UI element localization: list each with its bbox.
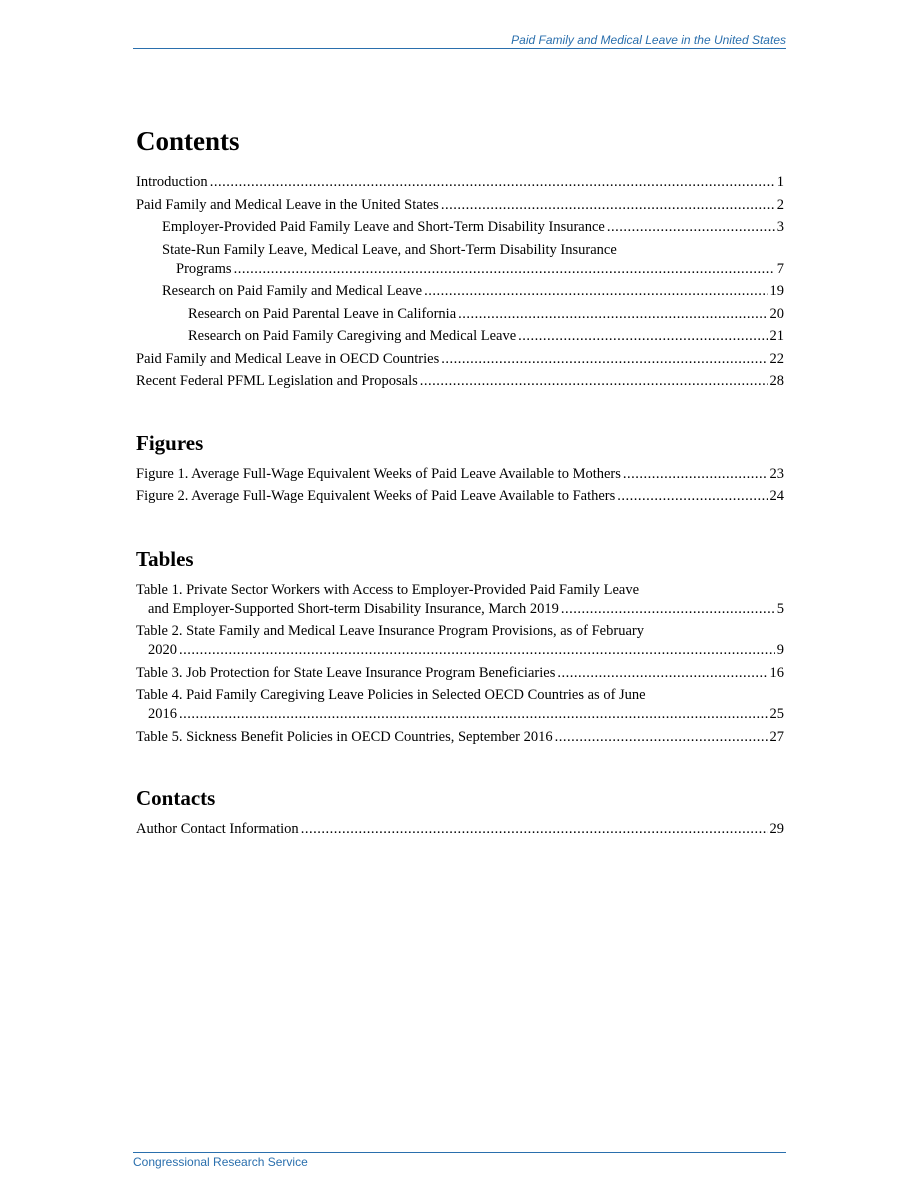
figure-entry-1[interactable]	[136, 465, 784, 484]
toc-entry-page: 7	[776, 260, 784, 277]
table-entry-page: 25	[769, 706, 784, 722]
table-entry-page: 16	[769, 664, 784, 681]
contents-list	[136, 173, 784, 391]
dot-leader	[623, 465, 768, 484]
contact-entry-page: 29	[769, 821, 784, 837]
contact-entry-label: Author Contact Information	[136, 821, 299, 837]
dot-leader	[555, 728, 768, 747]
dot-leader	[424, 282, 767, 301]
dot-leader	[420, 372, 768, 391]
toc-entry-state-run[interactable]	[136, 241, 784, 279]
table-entry-label: Table 4. Paid Family Caregiving Leave Policies in Selected OECD Countries as of June	[136, 687, 646, 703]
toc-entry-page: 1	[776, 174, 784, 190]
toc-entry-employer-provided[interactable]	[136, 218, 784, 237]
toc-entry-label: Introduction	[136, 174, 208, 190]
table-entry-1[interactable]	[136, 581, 784, 619]
figure-entry-2[interactable]	[136, 487, 784, 506]
toc-entry-research-caregiving[interactable]	[136, 327, 784, 346]
toc-entry-research[interactable]	[136, 282, 784, 301]
table-entry-label-cont: and Employer-Supported Short-term Disability Insurance, March 2019	[148, 600, 559, 617]
figure-entry-label: Figure 2. Average Full-Wage Equivalent Weeks of Paid Leave Available to Fathers	[136, 488, 616, 504]
dot-leader	[617, 487, 767, 506]
dot-leader	[234, 260, 775, 279]
toc-entry-pfml-us[interactable]	[136, 196, 784, 215]
figures-list	[136, 465, 784, 507]
toc-entry-page: 21	[769, 328, 784, 344]
figure-entry-page: 23	[769, 465, 784, 482]
toc-entry-introduction[interactable]	[136, 173, 784, 192]
toc-entry-page: 22	[769, 350, 784, 367]
page-footer: Congressional Research Service	[133, 1152, 786, 1169]
table-entry-label-cont: 2016	[148, 706, 177, 722]
running-header: Paid Family and Medical Leave in the United States	[133, 33, 786, 49]
contacts-list	[136, 820, 784, 839]
toc-entry-label: Research on Paid Family Caregiving and Medical Leave	[188, 328, 517, 344]
dot-leader	[441, 350, 767, 369]
toc-entry-research-california[interactable]	[136, 305, 784, 324]
contact-entry-author[interactable]	[136, 820, 784, 839]
toc-entry-label: Paid Family and Medical Leave in OECD Countries	[136, 350, 440, 367]
dot-leader	[557, 664, 767, 683]
tables-heading: Tables	[136, 546, 194, 571]
table-of-contents	[136, 124, 784, 843]
table-entry-label: Table 5. Sickness Benefit Policies in OECD Countries, September 2016	[136, 728, 553, 745]
table-entry-4[interactable]	[136, 686, 784, 724]
toc-entry-page: 19	[769, 283, 784, 299]
table-entry-3[interactable]	[136, 664, 784, 683]
toc-entry-page: 3	[776, 219, 784, 235]
figure-entry-page: 24	[769, 488, 784, 504]
toc-entry-page: 28	[769, 373, 784, 389]
dot-leader	[441, 196, 775, 215]
contents-heading: Contents	[136, 126, 240, 156]
contacts-heading: Contacts	[136, 786, 216, 810]
table-entry-label-cont: 2020	[148, 642, 177, 658]
dot-leader	[179, 641, 775, 660]
table-entry-label: Table 2. State Family and Medical Leave Insurance Program Provisions, as of February	[136, 623, 644, 639]
figure-entry-label: Figure 1. Average Full-Wage Equivalent Weeks of Paid Leave Available to Mothers	[136, 465, 621, 482]
dot-leader	[301, 820, 768, 839]
figures-heading: Figures	[136, 430, 204, 455]
toc-entry-federal-legislation[interactable]	[136, 372, 784, 391]
toc-entry-label: Research on Paid Parental Leave in California	[188, 305, 457, 322]
toc-entry-label-cont: Programs	[176, 260, 232, 277]
toc-entry-oecd[interactable]	[136, 350, 784, 369]
dot-leader	[179, 705, 768, 724]
dot-leader	[210, 173, 775, 192]
table-entry-page: 5	[776, 600, 784, 617]
toc-entry-label: Research on Paid Family and Medical Leave	[162, 283, 423, 299]
toc-entry-label: Employer-Provided Paid Family Leave and Short-Term Disability Insurance	[162, 219, 605, 235]
table-entry-label: Table 1. Private Sector Workers with Access to Employer-Provided Paid Family Leave	[136, 581, 640, 598]
dot-leader	[561, 600, 775, 619]
table-entry-label: Table 3. Job Protection for State Leave Insurance Program Beneficiaries	[136, 664, 556, 681]
toc-entry-label: Paid Family and Medical Leave in the United States	[136, 196, 439, 213]
dot-leader	[607, 218, 775, 237]
table-entry-page: 9	[776, 642, 784, 658]
toc-entry-page: 20	[769, 305, 784, 322]
table-entry-page: 27	[769, 728, 784, 745]
table-entry-2[interactable]	[136, 622, 784, 660]
toc-entry-label: State-Run Family Leave, Medical Leave, and Short-Term Disability Insurance	[162, 241, 617, 258]
toc-entry-label: Recent Federal PFML Legislation and Proposals	[136, 373, 418, 389]
tables-list	[136, 581, 784, 747]
toc-entry-page: 2	[776, 196, 784, 213]
table-entry-5[interactable]	[136, 728, 784, 747]
dot-leader	[458, 305, 767, 324]
dot-leader	[518, 327, 767, 346]
